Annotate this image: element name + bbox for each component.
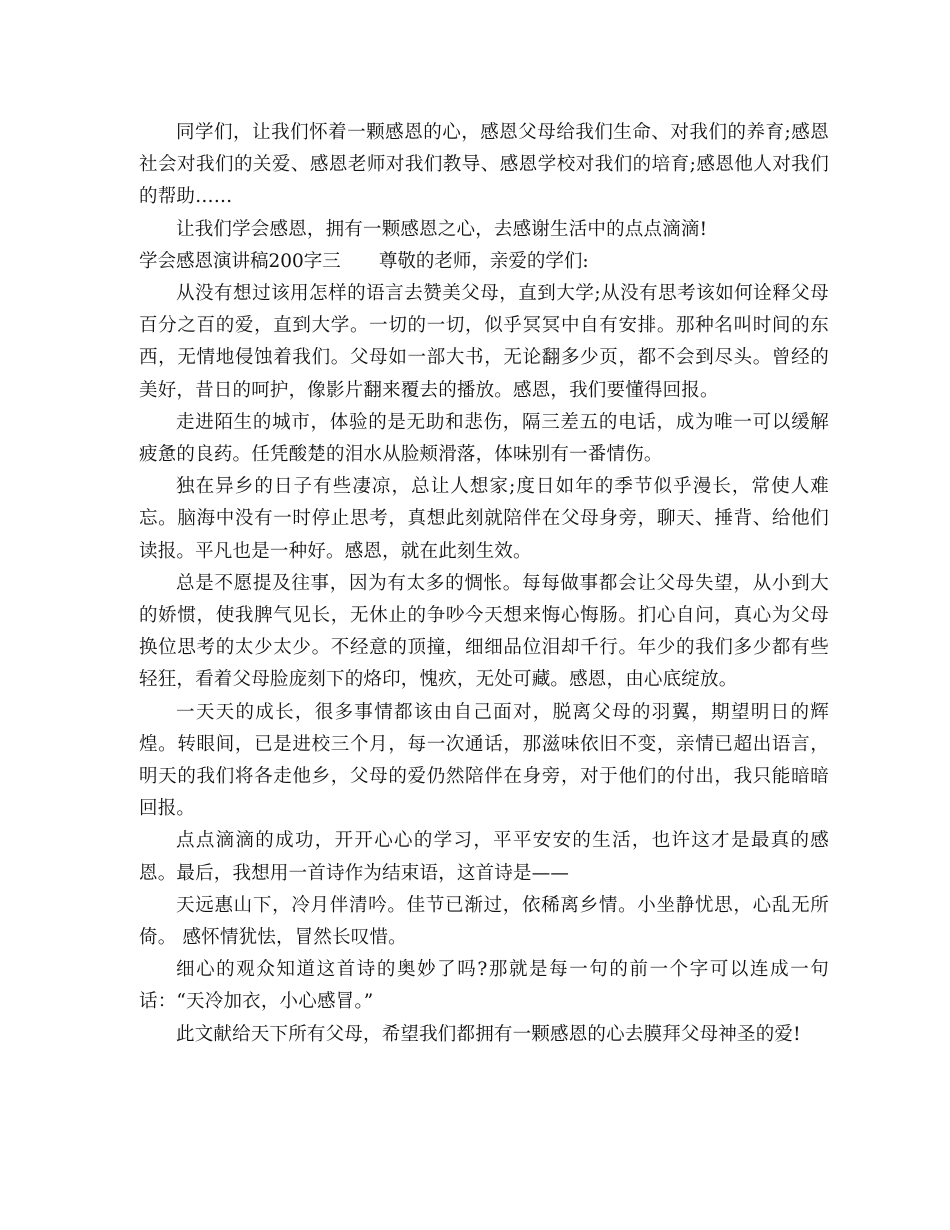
paragraph-poem-secret: 细心的观众知道这首诗的奥妙了吗?那就是每一句的前一个字可以连成一句话：“天冷加衣，小心感冒。” <box>139 959 829 1013</box>
paragraph-growing-up: 一天天的成长，很多事情都该由自己面对，脱离父母的羽翼，期望明日的辉煌。转眼间，已是进校三个月，每一次通话，那滋味依旧不变，亲情已超出语言，明天的我们将各走他乡，父母的爱仍然陪伴在身旁，对于他们的付出，我只能暗暗回报。 <box>139 701 829 820</box>
salutation: 尊敬的老师，亲爱的学们: <box>378 250 589 272</box>
paragraph-regret: 总是不愿提及往事，因为有太多的惆怅。每每做事都会让父母失望，从小到大的娇惯，使我脾气见长，无休止的争吵今天想来悔心悔肠。扪心自问，真心为父母换位思考的太少太少。不经意的顶撞，细细品位泪却千行。年少的我们多少都有些轻狂，看着父母脸庞刻下的烙印，愧疚，无处可藏。感恩，由心底绽放。 <box>139 572 829 691</box>
paragraph-gratitude-intro: 同学们，让我们怀着一颗感恩的心，感恩父母给我们生命、对我们的养育;感恩社会对我们的关爱、感恩老师对我们教导、感恩学校对我们的培育;感恩他人对我们的帮助…… <box>139 122 829 208</box>
paragraph-poem: 天远惠山下，冷月伴清吟。佳节已渐过，依稀离乡情。小坐静忧思，心乱无所倚。 感怀情犹怯，冒然长叹惜。 <box>139 894 829 949</box>
section-heading-line <box>139 246 829 278</box>
paragraph-homesick: 独在异乡的日子有些凄凉，总让人想家;度日如年的季节似乎漫长，常使人难忘。脑海中没有一时停止思考，真想此刻就陪伴在父母身旁，聊天、捶背、给他们读报。平凡也是一种好。感恩，就在此刻生效。 <box>139 476 829 562</box>
document-body <box>139 117 829 1051</box>
paragraph-strange-city: 走进陌生的城市，体验的是无助和悲伤，隔三差五的电话，成为唯一可以缓解疲惫的良药。任凭酸楚的泪水从脸颊滑落，体味别有一番情伤。 <box>139 411 829 466</box>
paragraph-success: 点点滴滴的成功，开开心心的学习，平平安安的生活，也许这才是最真的感恩。最后，我想用一首诗作为结束语，这首诗是—— <box>139 830 829 884</box>
paragraph-dedication: 此文献给天下所有父母，希望我们都拥有一颗感恩的心去膜拜父母神圣的爱! <box>176 1023 801 1045</box>
section-title: 学会感恩演讲稿200字三 <box>139 250 341 272</box>
paragraph-learn-gratitude: 让我们学会感恩，拥有一颗感恩之心，去感谢生活中的点点滴滴! <box>176 218 708 240</box>
paragraph-praise-parents: 从没有想过该用怎样的语言去赞美父母，直到大学;从没有思考该如何诠释父母百分之百的爱，直到大学。一切的一切，似乎冥冥中自有安排。那种名叫时间的东西，无情地侵蚀着我们。父母如一部大书，无论翻多少页，都不会到尽头。曾经的美好，昔日的呵护，像影片翻来覆去的播放。感恩，我们要懂得回报。 <box>139 283 829 401</box>
